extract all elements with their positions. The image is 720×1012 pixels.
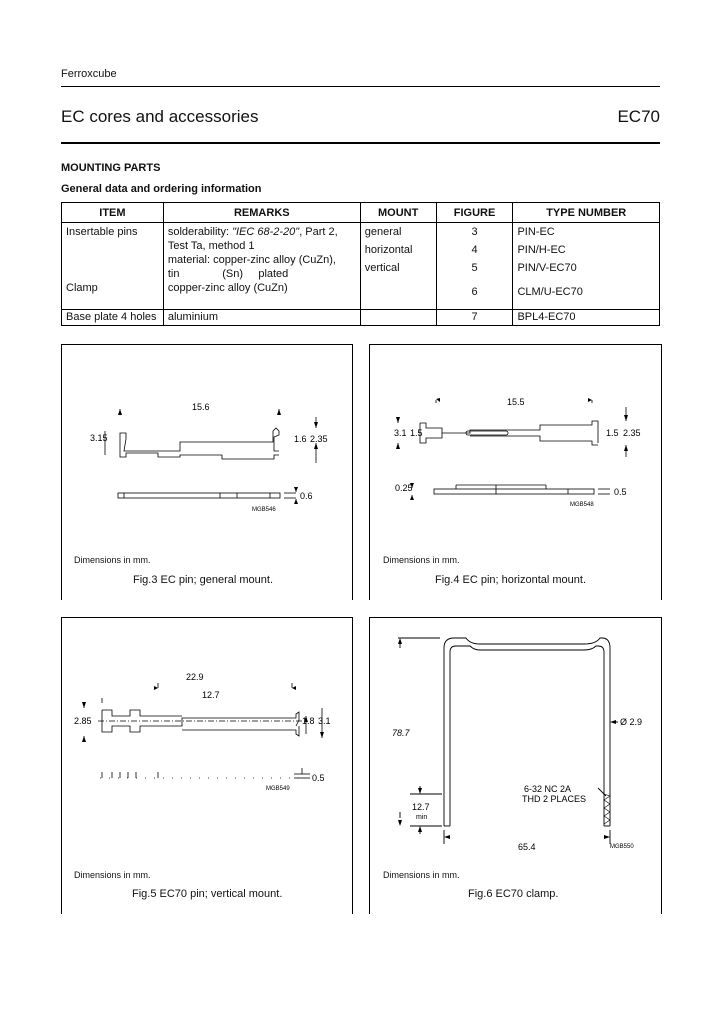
cell-remarks-clamp: copper-zinc alloy (CuZn) <box>167 282 288 294</box>
cell-item-clamp: Clamp <box>66 282 98 294</box>
header-figure: FIGURE <box>436 203 513 223</box>
fig6-dim-height: 78.7 <box>392 728 410 738</box>
fig3-note: Dimensions in mm. <box>74 555 151 565</box>
figure-5-panel <box>61 617 353 914</box>
fig3-drawing-code: MGB546 <box>252 507 276 513</box>
figure-4-panel <box>369 344 662 600</box>
cell-mount-horizontal: horizontal <box>364 244 413 256</box>
section-title: MOUNTING PARTS <box>61 162 161 174</box>
fig3-dim-tab: 1.6 <box>294 434 307 444</box>
fig5-dim-inner: 12.7 <box>202 690 220 700</box>
fig4-note: Dimensions in mm. <box>383 555 460 565</box>
cell-remarks-base: aluminium <box>163 310 360 326</box>
fig6-thread-places: THD 2 PLACES <box>522 794 587 804</box>
cell-remarks-solderability: solderability: "IEC 68-2-20", Part 2, <box>167 226 338 238</box>
cell-mount-base <box>360 310 436 326</box>
fig5-drawing-code: MGB549 <box>266 786 290 792</box>
fig3-dim-height: 3.15 <box>90 433 108 443</box>
cell-figure-7: 7 <box>436 310 513 326</box>
cell-remarks-material: material: copper-zinc alloy (CuZn), <box>167 254 336 266</box>
fig4-dim-left-tab: 1.5 <box>410 428 423 438</box>
cell-type-bpl4: BPL4-EC70 <box>513 310 660 326</box>
fig5-dim-length: 22.9 <box>186 672 204 682</box>
cell-figure-6: 6 <box>471 286 478 298</box>
fig4-dim-height: 3.1 <box>394 428 407 438</box>
cell-figure-5: 5 <box>471 262 478 274</box>
fig4-caption: Fig.4 EC pin; horizontal mount. <box>435 574 587 586</box>
table-header-row <box>62 203 660 223</box>
fig4-dim-total: 2.35 <box>623 428 641 438</box>
fig6-dim-diameter: Ø 2.9 <box>620 717 643 727</box>
cell-type-pin-v-ec70: PIN/V-EC70 <box>517 262 577 274</box>
header-type-number: TYPE NUMBER <box>513 203 660 223</box>
cell-item-base: Base plate 4 holes <box>62 310 164 326</box>
cell-remarks-test: Test Ta, method 1 <box>167 240 255 252</box>
header-mount: MOUNT <box>360 203 436 223</box>
section-subtitle: General data and ordering information <box>61 183 262 195</box>
header-rule <box>61 86 660 87</box>
cell-type-pin-h-ec: PIN/H-EC <box>517 244 566 256</box>
fig3-dim-thickness: 0.6 <box>300 491 313 501</box>
fig6-thread-spec: 6-32 NC 2A <box>524 784 572 794</box>
fig5-dim-total: 3.1 <box>318 716 331 726</box>
cell-item-pins: Insertable pins <box>66 226 138 238</box>
company-name: Ferroxcube <box>61 68 117 80</box>
fig3-caption: Fig.3 EC pin; general mount. <box>133 574 274 586</box>
fig4-drawing-code: MGB548 <box>570 502 594 508</box>
cell-type-pin-ec: PIN-EC <box>517 226 555 238</box>
header-remarks: REMARKS <box>163 203 360 223</box>
fig4-dim-thickness: 0.5 <box>614 487 627 497</box>
document-code: EC70 <box>617 107 660 126</box>
cell-type-clm: CLM/U-EC70 <box>517 286 583 298</box>
fig4-dim-length: 15.5 <box>507 397 525 407</box>
fig5-dim-thickness: 0.5 <box>312 773 325 783</box>
title-rule <box>61 142 660 144</box>
ordering-table <box>61 202 660 326</box>
document-title: EC cores and accessories <box>61 107 259 126</box>
figure-3-panel <box>61 344 353 600</box>
fig6-dim-thread-min: min <box>416 814 428 821</box>
cell-remarks-plating: tin (Sn) plated <box>167 268 289 280</box>
fig5-caption: Fig.5 EC70 pin; vertical mount. <box>132 888 283 900</box>
cell-figure-4: 4 <box>471 244 478 256</box>
fig3-dim-length: 15.6 <box>192 402 210 412</box>
fig6-dim-width: 65.4 <box>518 842 536 852</box>
cell-mount-general: general <box>364 226 402 238</box>
cell-mount-vertical: vertical <box>364 262 400 274</box>
cell-figure-3: 3 <box>471 226 478 238</box>
fig4-dim-right-tab: 1.5 <box>606 428 619 438</box>
fig5-note: Dimensions in mm. <box>74 870 151 880</box>
fig6-dim-thread-length: 12.7 <box>412 802 430 812</box>
figure-6-panel <box>369 617 662 914</box>
table-row-base-plate <box>62 310 660 326</box>
fig6-note: Dimensions in mm. <box>383 870 460 880</box>
header-item: ITEM <box>62 203 164 223</box>
fig5-dim-tab: 1.8 <box>302 716 315 726</box>
fig4-dim-left-thickness: 0.25 <box>395 483 413 493</box>
table-row-pins-clamp <box>62 223 660 310</box>
fig5-dim-height: 2.85 <box>74 716 92 726</box>
fig3-dim-total: 2.35 <box>310 434 328 444</box>
fig6-drawing-code: MGB550 <box>610 844 634 850</box>
fig6-caption: Fig.6 EC70 clamp. <box>468 888 559 900</box>
